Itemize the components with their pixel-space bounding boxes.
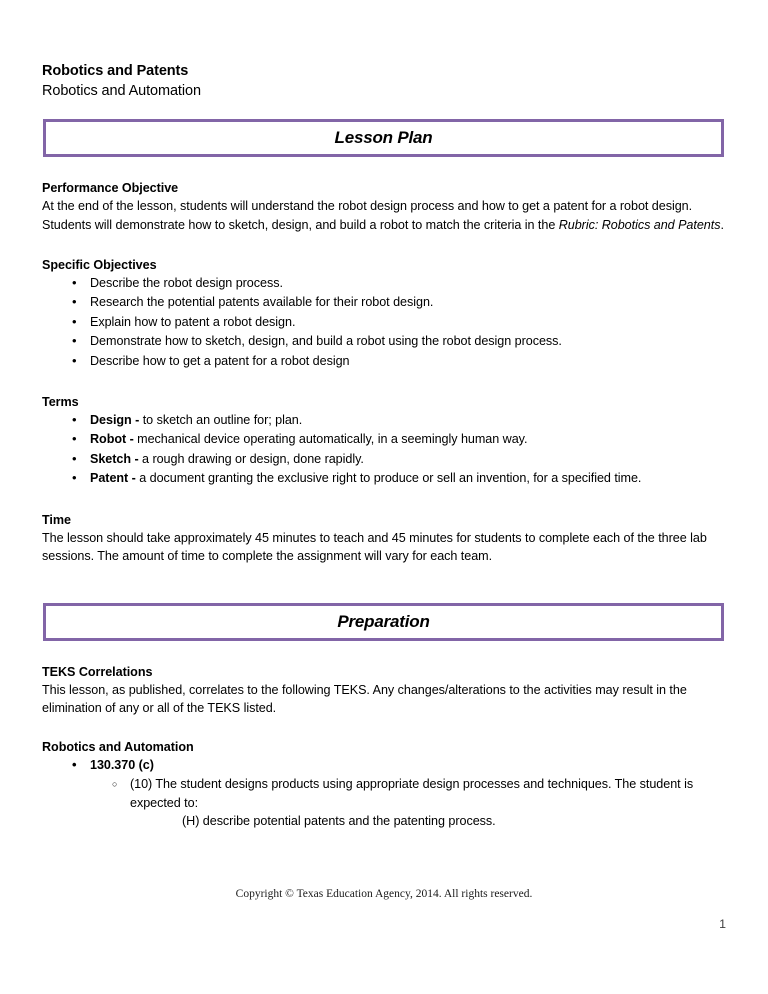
teks-correlations-heading: TEKS Correlations xyxy=(42,664,153,679)
term-name: Patent - xyxy=(90,471,136,486)
term-definition: a rough drawing or design, done rapidly. xyxy=(138,451,364,466)
teks-knowledge-statement: (10) The student designs products using appropriate design processes and techniques. The student is expected to: xyxy=(130,777,694,810)
teks-standard-code: 130.370 (c) xyxy=(90,757,154,772)
list-item xyxy=(42,411,726,430)
page-number: 1 xyxy=(719,917,726,931)
time-section xyxy=(42,511,726,566)
teks-course-heading: Robotics and Automation xyxy=(42,739,194,754)
term-name: Sketch - xyxy=(90,451,139,466)
copyright-notice: Copyright © Texas Education Agency, 2014. All rights reserved. xyxy=(235,888,533,900)
teks-standard-list xyxy=(42,756,726,831)
specific-objectives-heading: Specific Objectives xyxy=(42,258,157,272)
teks-correlations-section xyxy=(42,663,726,718)
preparation-banner xyxy=(43,603,724,641)
list-item: • Explain how to patent a robot design. xyxy=(42,313,726,332)
list-item: • Describe the robot design process. xyxy=(42,274,726,293)
list-item: • Demonstrate how to sketch, design, and build a robot using the robot design process. xyxy=(42,332,726,351)
terms-list xyxy=(42,411,726,489)
preparation-banner-label: Preparation xyxy=(337,611,430,631)
list-item: • Research the potential patents available for their robot design. xyxy=(42,293,726,312)
term-name: Robot - xyxy=(90,432,134,447)
terms-section xyxy=(42,393,726,489)
page-subtitle: Robotics and Automation xyxy=(42,83,201,99)
list-item xyxy=(42,450,726,469)
lesson-plan-banner-label: Lesson Plan xyxy=(334,128,433,147)
list-item xyxy=(42,756,726,831)
performance-objective-section xyxy=(42,179,726,234)
time-heading: Time xyxy=(42,512,71,527)
page-title: Robotics and Patents xyxy=(42,63,189,79)
teks-student-expectation: (H) describe potential patents and the patenting process. xyxy=(182,814,496,829)
term-definition: to sketch an outline for; plan. xyxy=(139,413,303,428)
terms-heading: Terms xyxy=(42,395,79,410)
teks-standards-section xyxy=(42,738,726,831)
performance-objective-rubric-reference: Rubric: Robotics and Patents xyxy=(558,217,721,232)
specific-objectives-section xyxy=(42,256,726,371)
performance-objective-text-lead: At the end of the lesson, students will understand the robot design process and how to get a patent for a robot design. Students will demonstrate how to sketch, design, and build a robot to match the criteria in the xyxy=(42,199,693,232)
term-definition: a document granting the exclusive right to produce or sell an invention, for a specified time. xyxy=(135,471,642,486)
term-definition: mechanical device operating automatically, in a seemingly human way. xyxy=(133,432,528,447)
time-body: The lesson should take approximately 45 minutes to teach and 45 minutes for students to complete each of the three lab sessions. The amount of time to complete the assignment will vary for each team. xyxy=(42,530,707,564)
specific-objectives-list xyxy=(42,274,726,371)
list-item xyxy=(42,469,726,488)
teks-correlations-body: This lesson, as published, correlates to the following TEKS. Any changes/alterations to the activities may result in the elimination of any or all of the TEKS listed. xyxy=(42,682,687,716)
term-name: Design - xyxy=(90,413,140,428)
teks-knowledge-statement-list xyxy=(90,775,726,831)
document-content xyxy=(42,62,726,831)
list-item xyxy=(90,775,726,831)
performance-objective-body xyxy=(42,197,726,234)
lesson-plan-banner xyxy=(43,119,724,157)
performance-objective-text-tail: . xyxy=(720,217,724,232)
list-item xyxy=(42,430,726,449)
performance-objective-heading: Performance Objective xyxy=(42,181,179,195)
list-item: • Describe how to get a patent for a robot design xyxy=(42,352,726,371)
